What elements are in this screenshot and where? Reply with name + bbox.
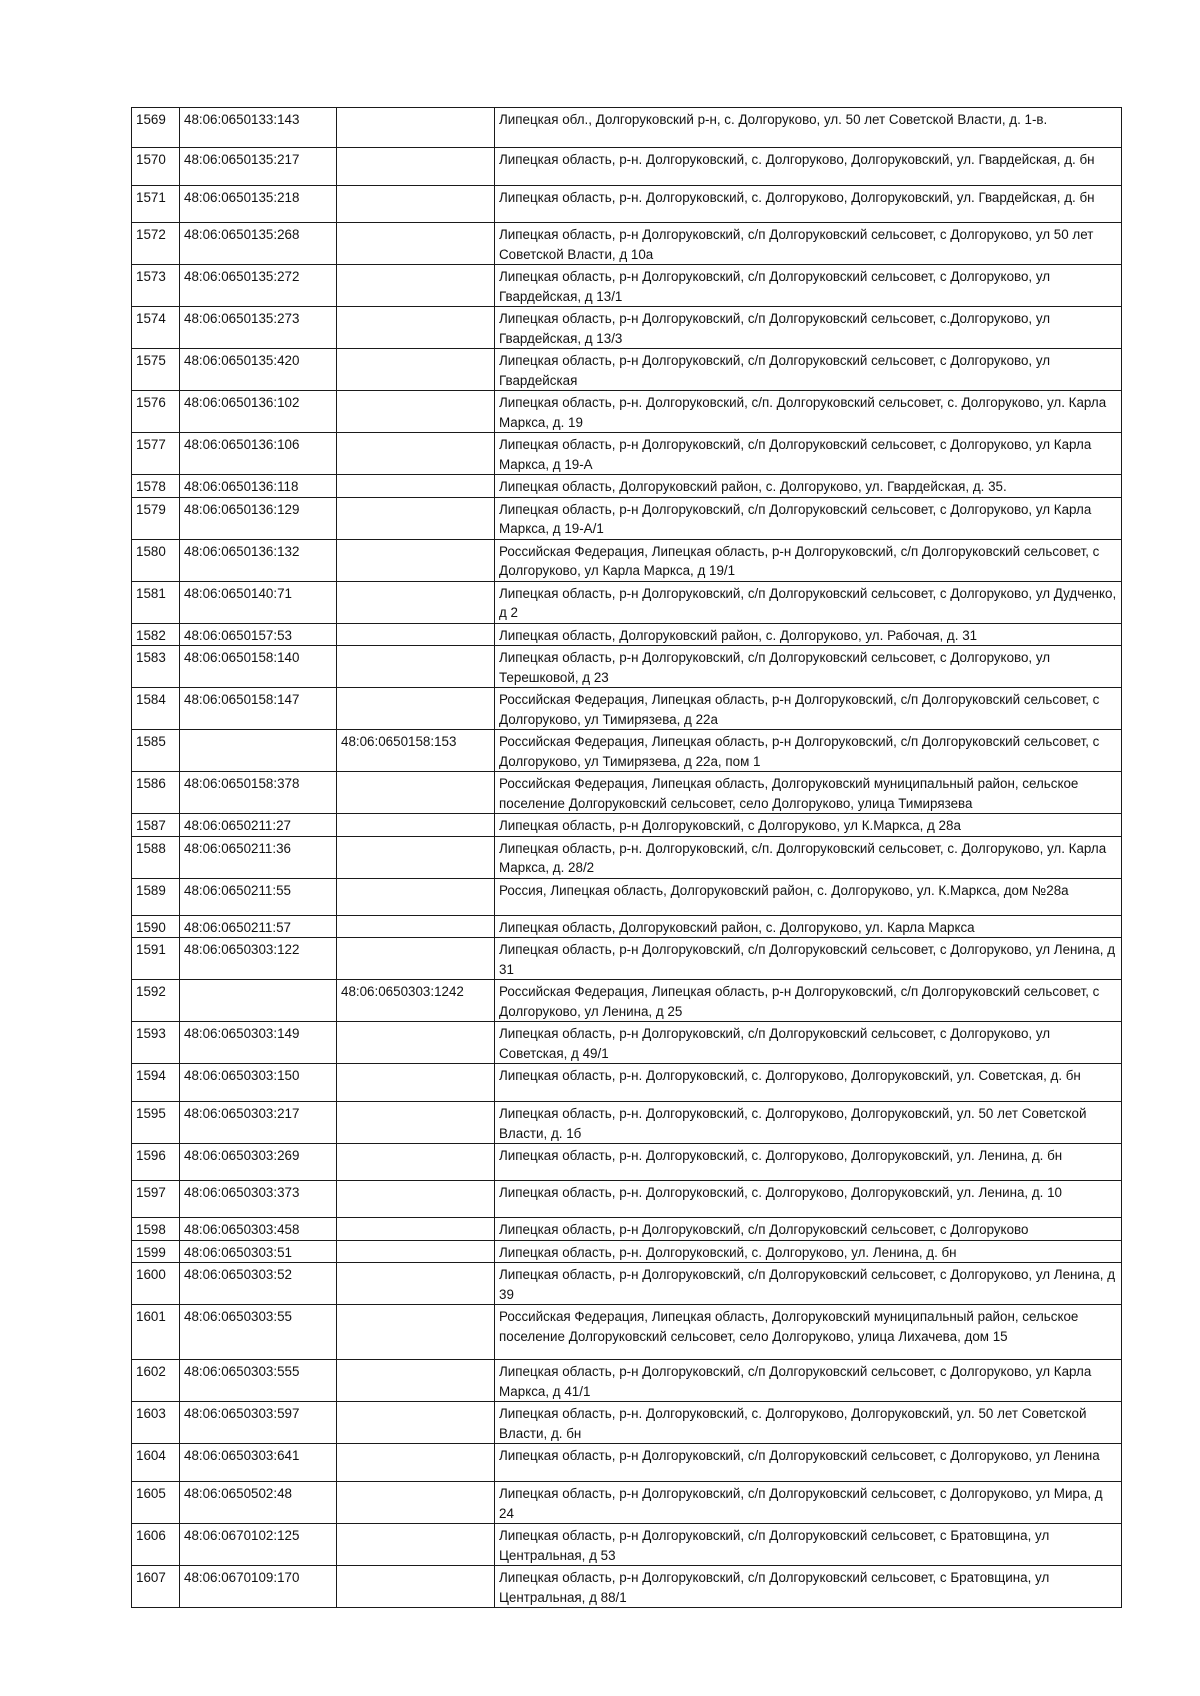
cadastral-number-secondary-cell: 48:06:0650303:1242	[337, 980, 495, 1022]
cadastral-number-cell: 48:06:0650303:555	[180, 1360, 337, 1402]
table-row	[132, 1566, 1122, 1608]
row-number-cell: 1583	[132, 646, 180, 688]
row-number-cell: 1597	[132, 1181, 180, 1218]
row-number-cell: 1596	[132, 1144, 180, 1181]
table-row	[132, 539, 1122, 581]
table-row	[132, 186, 1122, 223]
table-row	[132, 1482, 1122, 1524]
row-number-cell: 1585	[132, 730, 180, 772]
table-row	[132, 1064, 1122, 1102]
cadastral-number-secondary-cell	[337, 814, 495, 837]
cadastral-number-secondary-cell	[337, 878, 495, 915]
cadastral-number-secondary-cell	[337, 1240, 495, 1263]
cadastral-number-secondary-cell	[337, 1263, 495, 1305]
row-number-cell: 1601	[132, 1305, 180, 1360]
address-cell: Липецкая область, р-н Долгоруковский, с/п Долгоруковский сельсовет, с Долгоруково, ул 50 лет Советской Власти, д 10а	[495, 223, 1122, 265]
cadastral-number-secondary-cell	[337, 1102, 495, 1144]
cadastral-number-cell: 48:06:0650303:641	[180, 1444, 337, 1482]
address-cell: Российская Федерация, Липецкая область, Долгоруковский муниципальный район, сельское поселение Долгоруковский сельсовет, село Долгоруково, улица Лихачева, дом 15	[495, 1305, 1122, 1360]
address-cell: Липецкая область, р-н. Долгоруковский, с. Долгоруково, Долгоруковский, ул. Ленина, д. бн	[495, 1144, 1122, 1181]
cadastral-number-cell: 48:06:0650135:273	[180, 307, 337, 349]
row-number-cell: 1576	[132, 391, 180, 433]
cadastral-number-secondary-cell	[337, 539, 495, 581]
address-cell: Липецкая область, р-н Долгоруковский, с/п Долгоруковский сельсовет, с Долгоруково, ул Терешковой, д 23	[495, 646, 1122, 688]
table-row	[132, 1022, 1122, 1064]
table-row	[132, 688, 1122, 730]
cadastral-number-secondary-cell	[337, 1144, 495, 1181]
row-number-cell: 1600	[132, 1263, 180, 1305]
cadastral-number-cell: 48:06:0650158:140	[180, 646, 337, 688]
registry-table-body	[132, 108, 1122, 1608]
address-cell: Липецкая область, р-н. Долгоруковский, с. Долгоруково, Долгоруковский, ул. Гвардейская, д. бн	[495, 186, 1122, 223]
table-row	[132, 433, 1122, 475]
cadastral-number-cell: 48:06:0650136:106	[180, 433, 337, 475]
table-row	[132, 307, 1122, 349]
cadastral-number-cell: 48:06:0650303:51	[180, 1240, 337, 1263]
cadastral-number-secondary-cell	[337, 915, 495, 938]
cadastral-number-cell: 48:06:0650136:132	[180, 539, 337, 581]
address-cell: Липецкая обл., Долгоруковский р-н, с. Долгоруково, ул. 50 лет Советской Власти, д. 1-в.	[495, 108, 1122, 148]
address-cell: Липецкая область, р-н Долгоруковский, с/п Долгоруковский сельсовет, с Долгоруково, ул Ленина	[495, 1444, 1122, 1482]
cadastral-number-cell: 48:06:0650303:458	[180, 1218, 337, 1241]
row-number-cell: 1587	[132, 814, 180, 837]
row-number-cell: 1581	[132, 581, 180, 623]
table-row	[132, 148, 1122, 186]
table-row	[132, 391, 1122, 433]
table-row	[132, 1102, 1122, 1144]
cadastral-number-secondary-cell	[337, 836, 495, 878]
table-row	[132, 1181, 1122, 1218]
cadastral-number-secondary-cell	[337, 475, 495, 498]
cadastral-number-cell: 48:06:0650211:27	[180, 814, 337, 837]
address-cell: Российская Федерация, Липецкая область, р-н Долгоруковский, с/п Долгоруковский сельсовет, с Долгоруково, ул Тимирязева, д 22а	[495, 688, 1122, 730]
cadastral-number-secondary-cell	[337, 349, 495, 391]
address-cell: Липецкая область, р-н. Долгоруковский, с. Долгоруково, Долгоруковский, ул. Ленина, д. 10	[495, 1181, 1122, 1218]
row-number-cell: 1575	[132, 349, 180, 391]
address-cell: Липецкая область, р-н. Долгоруковский, с/п. Долгоруковский сельсовет, с. Долгоруково, ул. Карла Маркса, д. 19	[495, 391, 1122, 433]
cadastral-number-secondary-cell	[337, 186, 495, 223]
table-row	[132, 1360, 1122, 1402]
row-number-cell: 1578	[132, 475, 180, 498]
table-row	[132, 1263, 1122, 1305]
cadastral-number-secondary-cell	[337, 623, 495, 646]
row-number-cell: 1607	[132, 1566, 180, 1608]
table-row	[132, 878, 1122, 915]
cadastral-number-cell: 48:06:0650211:55	[180, 878, 337, 915]
address-cell: Липецкая область, р-н Долгоруковский, с/п Долгоруковский сельсовет, с Долгоруково, ул Ленина, д 39	[495, 1263, 1122, 1305]
address-cell: Липецкая область, р-н Долгоруковский, с/п Долгоруковский сельсовет, с Долгоруково, ул Мира, д 24	[495, 1482, 1122, 1524]
cadastral-number-secondary-cell	[337, 148, 495, 186]
row-number-cell: 1591	[132, 938, 180, 980]
row-number-cell: 1592	[132, 980, 180, 1022]
address-cell: Липецкая область, р-н Долгоруковский, с/п Долгоруковский сельсовет, с Братовщина, ул Центральная, д 88/1	[495, 1566, 1122, 1608]
row-number-cell: 1582	[132, 623, 180, 646]
row-number-cell: 1604	[132, 1444, 180, 1482]
cadastral-number-cell: 48:06:0650502:48	[180, 1482, 337, 1524]
cadastral-number-cell: 48:06:0650133:143	[180, 108, 337, 148]
address-cell: Россия, Липецкая область, Долгоруковский район, с. Долгоруково, ул. К.Маркса, дом №28а	[495, 878, 1122, 915]
row-number-cell: 1584	[132, 688, 180, 730]
row-number-cell: 1579	[132, 497, 180, 539]
address-cell: Липецкая область, р-н Долгоруковский, с/п Долгоруковский сельсовет, с Братовщина, ул Центральная, д 53	[495, 1524, 1122, 1566]
address-cell: Липецкая область, р-н. Долгоруковский, с. Долгоруково, Долгоруковский, ул. Гвардейская, д. бн	[495, 148, 1122, 186]
cadastral-number-secondary-cell	[337, 1181, 495, 1218]
table-row	[132, 349, 1122, 391]
address-cell: Российская Федерация, Липецкая область, Долгоруковский муниципальный район, сельское поселение Долгоруковский сельсовет, село Долгоруково, улица Тимирязева	[495, 772, 1122, 814]
cadastral-number-secondary-cell	[337, 581, 495, 623]
address-cell: Липецкая область, р-н Долгоруковский, с/п Долгоруковский сельсовет, с Долгоруково, ул Гвардейская	[495, 349, 1122, 391]
cadastral-number-secondary-cell	[337, 391, 495, 433]
table-row	[132, 1402, 1122, 1444]
table-row	[132, 581, 1122, 623]
cadastral-number-cell: 48:06:0650303:597	[180, 1402, 337, 1444]
cadastral-number-cell: 48:06:0650303:55	[180, 1305, 337, 1360]
row-number-cell: 1571	[132, 186, 180, 223]
table-row	[132, 915, 1122, 938]
cadastral-number-secondary-cell	[337, 938, 495, 980]
table-row	[132, 265, 1122, 307]
cadastral-number-cell: 48:06:0650303:149	[180, 1022, 337, 1064]
address-cell: Липецкая область, Долгоруковский район, с. Долгоруково, ул. Карла Маркса	[495, 915, 1122, 938]
table-row	[132, 814, 1122, 837]
cadastral-number-cell: 48:06:0650135:218	[180, 186, 337, 223]
cadastral-number-secondary-cell	[337, 1305, 495, 1360]
row-number-cell: 1595	[132, 1102, 180, 1144]
table-row	[132, 1240, 1122, 1263]
row-number-cell: 1574	[132, 307, 180, 349]
address-cell: Липецкая область, р-н Долгоруковский, с/п Долгоруковский сельсовет, с Долгоруково, ул Ленина, д 31	[495, 938, 1122, 980]
cadastral-number-secondary-cell	[337, 772, 495, 814]
cadastral-number-cell: 48:06:0650303:150	[180, 1064, 337, 1102]
cadastral-number-cell: 48:06:0650303:269	[180, 1144, 337, 1181]
cadastral-number-secondary-cell	[337, 646, 495, 688]
cadastral-number-secondary-cell	[337, 1218, 495, 1241]
cadastral-number-cell	[180, 730, 337, 772]
table-row	[132, 1144, 1122, 1181]
table-row	[132, 980, 1122, 1022]
cadastral-number-secondary-cell	[337, 108, 495, 148]
cadastral-number-cell: 48:06:0650135:272	[180, 265, 337, 307]
row-number-cell: 1577	[132, 433, 180, 475]
cadastral-number-cell: 48:06:0650140:71	[180, 581, 337, 623]
cadastral-number-secondary-cell	[337, 1444, 495, 1482]
address-cell: Липецкая область, р-н Долгоруковский, с Долгоруково, ул К.Маркса, д 28а	[495, 814, 1122, 837]
table-row	[132, 623, 1122, 646]
cadastral-number-secondary-cell	[337, 688, 495, 730]
table-row	[132, 730, 1122, 772]
cadastral-number-cell: 48:06:0650303:373	[180, 1181, 337, 1218]
cadastral-number-cell: 48:06:0650136:118	[180, 475, 337, 498]
table-row	[132, 497, 1122, 539]
cadastral-number-secondary-cell	[337, 223, 495, 265]
address-cell: Липецкая область, р-н Долгоруковский, с/п Долгоруковский сельсовет, с Долгоруково, ул Советская, д 49/1	[495, 1022, 1122, 1064]
address-cell: Липецкая область, р-н. Долгоруковский, с. Долгоруково, Долгоруковский, ул. 50 лет Советской Власти, д. 1б	[495, 1102, 1122, 1144]
cadastral-number-cell: 48:06:0650158:147	[180, 688, 337, 730]
cadastral-number-secondary-cell	[337, 1566, 495, 1608]
address-cell: Российская Федерация, Липецкая область, р-н Долгоруковский, с/п Долгоруковский сельсовет, с Долгоруково, ул Тимирязева, д 22а, пом 1	[495, 730, 1122, 772]
cadastral-number-secondary-cell: 48:06:0650158:153	[337, 730, 495, 772]
table-row	[132, 646, 1122, 688]
row-number-cell: 1605	[132, 1482, 180, 1524]
cadastral-number-cell: 48:06:0650303:217	[180, 1102, 337, 1144]
cadastral-number-cell: 48:06:0670102:125	[180, 1524, 337, 1566]
address-cell: Липецкая область, р-н Долгоруковский, с/п Долгоруковский сельсовет, с Долгоруково, ул Дудченко, д 2	[495, 581, 1122, 623]
cadastral-number-cell: 48:06:0650211:57	[180, 915, 337, 938]
cadastral-number-cell: 48:06:0650135:217	[180, 148, 337, 186]
table-row	[132, 1305, 1122, 1360]
row-number-cell: 1602	[132, 1360, 180, 1402]
table-row	[132, 475, 1122, 498]
row-number-cell: 1598	[132, 1218, 180, 1241]
table-row	[132, 938, 1122, 980]
address-cell: Российская Федерация, Липецкая область, р-н Долгоруковский, с/п Долгоруковский сельсовет, с Долгоруково, ул Карла Маркса, д 19/1	[495, 539, 1122, 581]
cadastral-number-cell: 48:06:0650135:420	[180, 349, 337, 391]
row-number-cell: 1586	[132, 772, 180, 814]
cadastral-number-cell: 48:06:0650303:52	[180, 1263, 337, 1305]
address-cell: Липецкая область, р-н Долгоруковский, с/п Долгоруковский сельсовет, с Долгоруково, ул Гвардейская, д 13/1	[495, 265, 1122, 307]
row-number-cell: 1603	[132, 1402, 180, 1444]
cadastral-number-cell: 48:06:0650157:53	[180, 623, 337, 646]
cadastral-number-cell: 48:06:0650303:122	[180, 938, 337, 980]
table-row	[132, 1524, 1122, 1566]
row-number-cell: 1599	[132, 1240, 180, 1263]
table-row	[132, 1218, 1122, 1241]
address-cell: Липецкая область, р-н. Долгоруковский, с. Долгоруково, Долгоруковский, ул. 50 лет Советской Власти, д. бн	[495, 1402, 1122, 1444]
address-cell: Липецкая область, р-н Долгоруковский, с/п Долгоруковский сельсовет, с Долгоруково	[495, 1218, 1122, 1241]
row-number-cell: 1593	[132, 1022, 180, 1064]
table-row	[132, 772, 1122, 814]
table-row	[132, 1444, 1122, 1482]
cadastral-number-secondary-cell	[337, 1482, 495, 1524]
cadastral-number-cell: 48:06:0650158:378	[180, 772, 337, 814]
address-cell: Липецкая область, р-н. Долгоруковский, с. Долгоруково, Долгоруковский, ул. Советская, д. бн	[495, 1064, 1122, 1102]
table-row	[132, 836, 1122, 878]
row-number-cell: 1589	[132, 878, 180, 915]
cadastral-number-cell: 48:06:0670109:170	[180, 1566, 337, 1608]
property-registry-table	[131, 107, 1122, 1608]
cadastral-number-cell: 48:06:0650136:129	[180, 497, 337, 539]
row-number-cell: 1573	[132, 265, 180, 307]
cadastral-number-secondary-cell	[337, 497, 495, 539]
cadastral-number-secondary-cell	[337, 1402, 495, 1444]
row-number-cell: 1594	[132, 1064, 180, 1102]
cadastral-number-secondary-cell	[337, 1064, 495, 1102]
address-cell: Липецкая область, р-н Долгоруковский, с/п Долгоруковский сельсовет, с Долгоруково, ул Карла Маркса, д 41/1	[495, 1360, 1122, 1402]
cadastral-number-cell: 48:06:0650211:36	[180, 836, 337, 878]
table-row	[132, 108, 1122, 148]
row-number-cell: 1590	[132, 915, 180, 938]
address-cell: Липецкая область, р-н Долгоруковский, с/п Долгоруковский сельсовет, с Долгоруково, ул Карла Маркса, д 19-А/1	[495, 497, 1122, 539]
cadastral-number-cell	[180, 980, 337, 1022]
table-row	[132, 223, 1122, 265]
cadastral-number-secondary-cell	[337, 307, 495, 349]
address-cell: Липецкая область, Долгоруковский район, с. Долгоруково, ул. Рабочая, д. 31	[495, 623, 1122, 646]
address-cell: Липецкая область, Долгоруковский район, с. Долгоруково, ул. Гвардейская, д. 35.	[495, 475, 1122, 498]
row-number-cell: 1572	[132, 223, 180, 265]
row-number-cell: 1606	[132, 1524, 180, 1566]
cadastral-number-secondary-cell	[337, 1524, 495, 1566]
address-cell: Липецкая область, р-н. Долгоруковский, с. Долгоруково, ул. Ленина, д. бн	[495, 1240, 1122, 1263]
address-cell: Липецкая область, р-н. Долгоруковский, с/п. Долгоруковский сельсовет, с. Долгоруково, ул. Карла Маркса, д. 28/2	[495, 836, 1122, 878]
cadastral-number-secondary-cell	[337, 265, 495, 307]
row-number-cell: 1569	[132, 108, 180, 148]
cadastral-number-cell: 48:06:0650135:268	[180, 223, 337, 265]
row-number-cell: 1570	[132, 148, 180, 186]
address-cell: Липецкая область, р-н Долгоруковский, с/п Долгоруковский сельсовет, с.Долгоруково, ул Гвардейская, д 13/3	[495, 307, 1122, 349]
address-cell: Российская Федерация, Липецкая область, р-н Долгоруковский, с/п Долгоруковский сельсовет, с Долгоруково, ул Ленина, д 25	[495, 980, 1122, 1022]
cadastral-number-secondary-cell	[337, 433, 495, 475]
row-number-cell: 1580	[132, 539, 180, 581]
row-number-cell: 1588	[132, 836, 180, 878]
cadastral-number-secondary-cell	[337, 1022, 495, 1064]
cadastral-number-cell: 48:06:0650136:102	[180, 391, 337, 433]
cadastral-number-secondary-cell	[337, 1360, 495, 1402]
address-cell: Липецкая область, р-н Долгоруковский, с/п Долгоруковский сельсовет, с Долгоруково, ул Карла Маркса, д 19-А	[495, 433, 1122, 475]
